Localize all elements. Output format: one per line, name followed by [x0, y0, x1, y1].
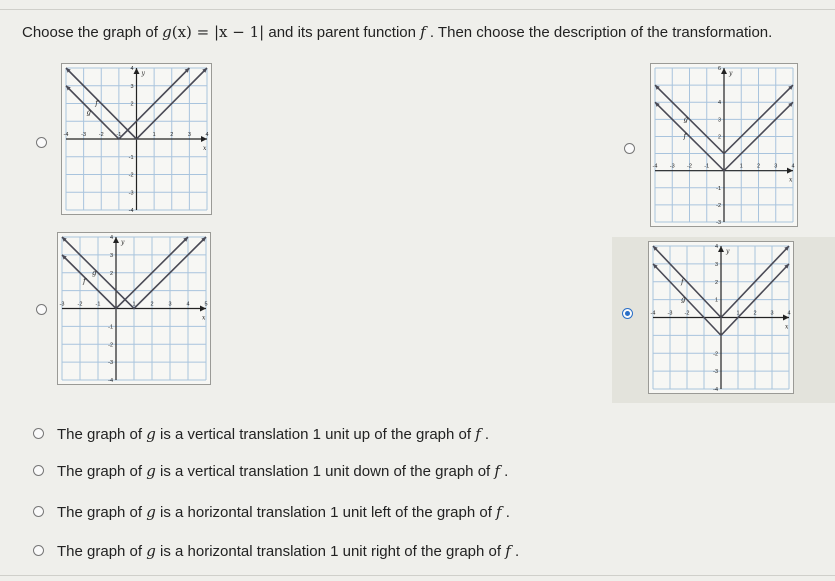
x-tick-label: 4 — [205, 132, 209, 138]
y-tick-label: 3 — [109, 252, 113, 259]
y-tick-label: 2 — [109, 270, 113, 277]
y-tick-label: -4 — [713, 387, 718, 393]
description-option-2-label — [57, 461, 508, 482]
opt4-f: f — [505, 542, 511, 560]
y-tick-label: -1 — [716, 185, 721, 192]
y-tick-label: -4 — [108, 378, 113, 384]
x-axis-label: x — [785, 323, 789, 331]
y-tick-label: -2 — [713, 351, 718, 358]
series-label-f: f — [83, 277, 86, 286]
graph-option-c-radio[interactable] — [36, 304, 47, 315]
x-tick-label: 3 — [168, 301, 172, 308]
graph-option-c[interactable] — [57, 232, 211, 385]
question-text — [22, 22, 772, 43]
x-tick-label: -4 — [650, 310, 656, 317]
graph-option-d[interactable] — [648, 241, 794, 394]
y-axis-label: y — [726, 248, 730, 255]
x-tick-label: -2 — [684, 310, 690, 317]
description-option-4-radio[interactable] — [33, 545, 44, 556]
y-tick-label: -2 — [108, 342, 113, 349]
x-tick-label: 1 — [736, 310, 740, 317]
x-tick-label: -4 — [652, 163, 658, 170]
x-axis-label: x — [203, 145, 207, 152]
opt2-pre: The graph of — [57, 463, 147, 480]
bottom-divider — [0, 575, 835, 576]
graph-svg — [649, 242, 793, 393]
y-tick-label: -3 — [128, 190, 134, 197]
opt1-post: . — [480, 426, 490, 443]
opt1-pre: The graph of — [57, 426, 147, 443]
y-tick-label: -2 — [128, 172, 134, 179]
x-tick-label: 3 — [774, 163, 778, 170]
y-tick-label: 2 — [717, 134, 721, 141]
y-tick-label: -2 — [716, 202, 721, 209]
y-tick-label: 4 — [130, 66, 134, 72]
question-part2: and its parent function — [264, 24, 421, 41]
y-tick-label: 6 — [717, 66, 721, 72]
x-tick-label: -1 — [704, 163, 710, 170]
opt3-g: g — [146, 503, 156, 521]
y-axis-label: y — [121, 239, 125, 246]
question-func-f: f — [420, 23, 426, 41]
y-tick-label: 2 — [130, 101, 134, 108]
x-tick-label: 3 — [187, 132, 191, 138]
graph-option-b-radio[interactable] — [624, 143, 635, 154]
description-option-4-label — [57, 541, 519, 562]
y-tick-label: 2 — [714, 279, 718, 286]
description-option-1-label — [57, 424, 489, 445]
y-tick-label: 3 — [717, 117, 721, 124]
x-tick-label: 4 — [186, 301, 190, 308]
x-tick-label: 2 — [756, 163, 761, 170]
graph-option-a[interactable] — [61, 63, 212, 215]
x-tick-label: 1 — [132, 301, 136, 308]
opt1-mid: is a vertical translation 1 unit up of the graph of — [155, 426, 476, 443]
series-label-f: f — [95, 99, 98, 108]
x-axis-label: x — [789, 176, 793, 184]
y-tick-label: 1 — [714, 297, 718, 304]
y-axis-label: y — [141, 70, 145, 77]
question-part1: Choose the graph of — [22, 24, 163, 41]
x-tick-label: 2 — [170, 132, 174, 138]
graph-svg — [62, 64, 211, 214]
x-tick-label: 4 — [791, 163, 795, 170]
series-label-f: f — [683, 132, 687, 141]
question-part3: . Then choose the description of the transformation. — [425, 24, 773, 41]
opt3-mid: is a horizontal translation 1 unit left of the graph of — [155, 504, 497, 521]
x-tick-label: -2 — [77, 301, 83, 308]
graph-option-d-radio[interactable] — [622, 308, 633, 319]
opt2-f: f — [494, 462, 500, 480]
opt3-f: f — [496, 503, 502, 521]
opt2-g: g — [146, 462, 156, 480]
y-tick-label: -1 — [108, 324, 113, 331]
x-tick-label: -1 — [116, 132, 122, 138]
opt4-mid: is a horizontal translation 1 unit right of the graph of — [155, 543, 506, 560]
y-tick-label: -4 — [128, 208, 134, 214]
y-axis-arrow — [113, 237, 119, 243]
series-label-g: g — [92, 268, 97, 277]
series-label-f: f — [681, 277, 684, 286]
opt2-mid: is a vertical translation 1 unit down of the graph of — [155, 463, 495, 480]
x-tick-label: 5 — [204, 301, 208, 308]
x-tick-label: 1 — [739, 163, 743, 170]
x-axis-label: x — [202, 314, 206, 322]
y-tick-label: 4 — [717, 100, 721, 107]
y-axis-arrow — [721, 68, 727, 74]
opt4-pre: The graph of — [57, 543, 147, 560]
description-option-3-radio[interactable] — [33, 506, 44, 517]
y-tick-label: -3 — [716, 220, 721, 226]
y-axis-label: y — [729, 70, 733, 77]
x-tick-label: -1 — [95, 301, 101, 308]
x-tick-label: -3 — [667, 310, 673, 317]
x-tick-label: 2 — [753, 310, 757, 317]
opt3-post: . — [501, 504, 510, 521]
x-tick-label: 3 — [770, 310, 774, 317]
opt3-pre: The graph of — [57, 504, 147, 521]
graph-option-a-radio[interactable] — [36, 137, 47, 148]
y-tick-label: -3 — [713, 369, 718, 376]
y-tick-label: 4 — [109, 235, 113, 241]
opt1-g: g — [146, 425, 156, 443]
y-tick-label: 3 — [714, 261, 718, 268]
top-divider — [0, 9, 835, 10]
opt1-f: f — [475, 425, 481, 443]
x-tick-label: -2 — [687, 163, 692, 170]
x-tick-label: -3 — [81, 132, 87, 138]
series-label-g: g — [683, 115, 688, 124]
series-label-g: g — [86, 108, 91, 117]
x-tick-label: 1 — [152, 132, 156, 138]
y-axis-arrow — [718, 246, 724, 252]
x-tick-label: 4 — [787, 310, 791, 317]
graph-svg — [651, 64, 797, 226]
series-label-g: g — [681, 295, 686, 304]
graph-svg — [58, 233, 210, 384]
x-tick-label: -3 — [669, 163, 675, 170]
graph-option-b[interactable] — [650, 63, 798, 227]
x-tick-label: 2 — [150, 301, 154, 308]
description-option-1-radio[interactable] — [33, 428, 44, 439]
x-tick-label: -2 — [98, 132, 104, 138]
x-tick-label: -4 — [63, 132, 69, 138]
y-tick-label: 4 — [714, 244, 718, 250]
question-func-g: g — [162, 23, 172, 41]
question-func-expr: (x) = |x − 1| — [171, 23, 265, 41]
y-tick-label: -3 — [108, 360, 113, 367]
y-axis-arrow — [134, 68, 140, 74]
opt4-g: g — [146, 542, 156, 560]
y-tick-label: 3 — [130, 83, 134, 90]
opt4-post: . — [510, 543, 520, 560]
description-option-2-radio[interactable] — [33, 465, 44, 476]
description-option-3-label — [57, 502, 510, 523]
x-tick-label: -3 — [59, 301, 65, 308]
opt2-post: . — [499, 463, 509, 480]
y-tick-label: -1 — [128, 154, 134, 161]
